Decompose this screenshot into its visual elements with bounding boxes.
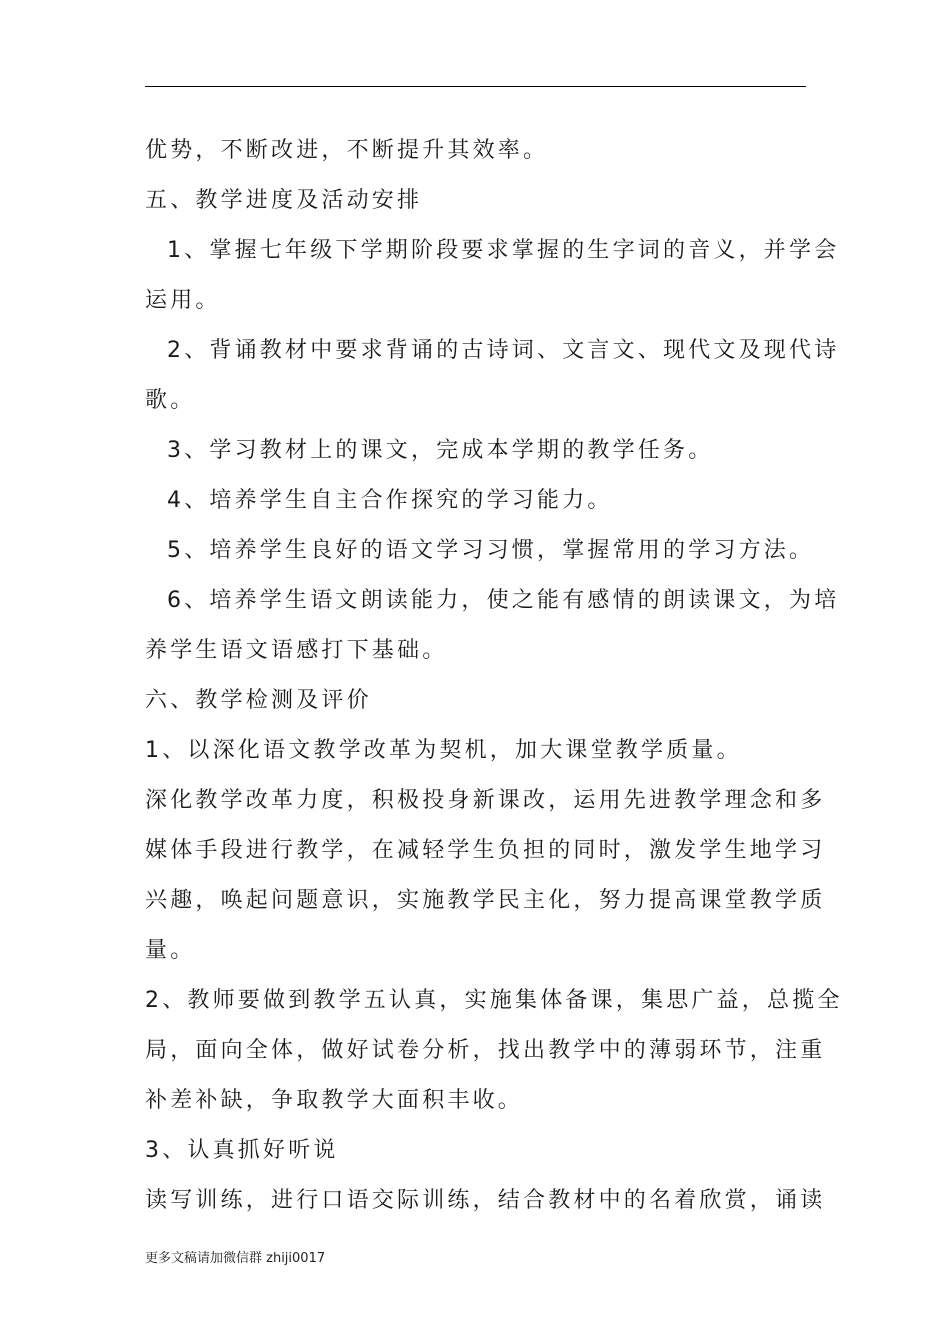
list-item: 1、掌握七年级下学期阶段要求掌握的生字词的音义，并学会: [167, 238, 840, 263]
header-rule: [145, 86, 806, 87]
paragraph-line: 歌。: [145, 388, 196, 413]
paragraph-line: 兴趣，唤起问题意识，实施教学民主化，努力提高课堂教学质: [145, 888, 826, 913]
section-heading: 六、教学检测及评价: [145, 688, 372, 713]
list-item: 5、培养学生良好的语文学习习惯，掌握常用的学习方法。: [167, 538, 815, 563]
paragraph-line: 运用。: [145, 288, 221, 313]
paragraph-line: 优势，不断改进，不断提升其效率。: [145, 138, 549, 163]
section-heading: 五、教学进度及活动安排: [145, 188, 423, 213]
paragraph-line: 媒体手段进行教学，在减轻学生负担的同时，激发学生地学习: [145, 838, 826, 863]
paragraph-line: 局，面向全体，做好试卷分析，找出教学中的薄弱环节，注重: [145, 1038, 826, 1063]
document-body: [145, 126, 843, 1226]
paragraph-line: 2、教师要做到教学五认真，实施集体备课，集思广益，总揽全: [145, 988, 843, 1013]
paragraph-line: 读写训练，进行口语交际训练，结合教材中的名着欣赏，诵读: [145, 1188, 826, 1213]
page-footer: 更多文稿请加微信群 zhiji0017: [145, 1251, 326, 1266]
list-item: 6、培养学生语文朗读能力，使之能有感情的朗读课文，为培: [167, 588, 840, 613]
paragraph-line: 3、认真抓好听说: [145, 1138, 339, 1163]
paragraph-line: 深化教学改革力度，积极投身新课改，运用先进教学理念和多: [145, 788, 826, 813]
paragraph-line: 量。: [145, 938, 196, 963]
list-item: 2、背诵教材中要求背诵的古诗词、文言文、现代文及现代诗: [167, 338, 840, 363]
paragraph-line: 补差补缺，争取教学大面积丰收。: [145, 1088, 524, 1113]
list-item: 4、培养学生自主合作探究的学习能力。: [167, 488, 613, 513]
list-item: 3、学习教材上的课文，完成本学期的教学任务。: [167, 438, 714, 463]
paragraph-line: 养学生语文语感打下基础。: [145, 638, 448, 663]
paragraph-line: 1、以深化语文教学改革为契机，加大课堂教学质量。: [145, 738, 742, 763]
